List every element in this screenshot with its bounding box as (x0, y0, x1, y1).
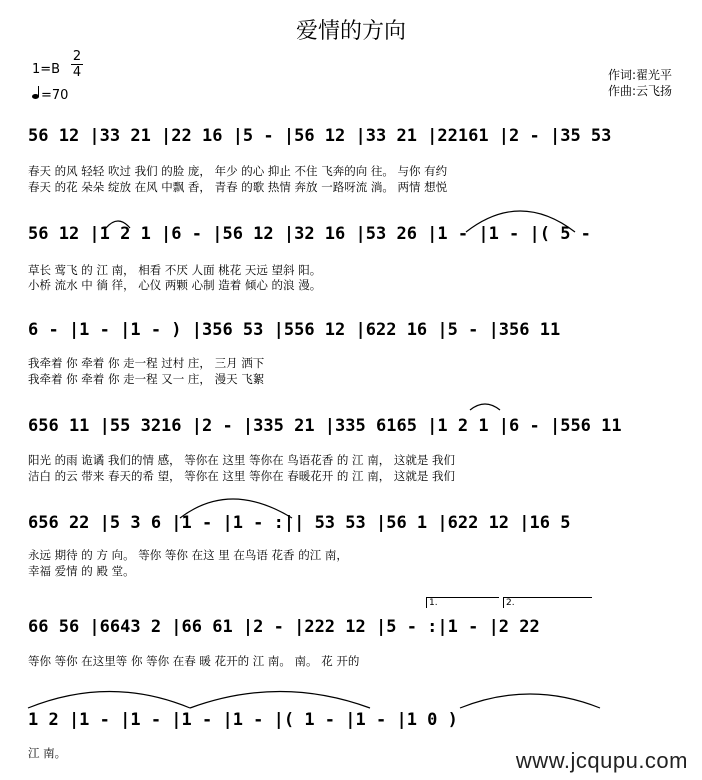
lyric-row-1-verse-1: 春天 的风 轻轻 吹过 我们 的脸 庞， 年少 的心 抑止 不住 飞奔的向 往。 与你 有约 (28, 164, 448, 178)
tie-arc (28, 692, 190, 709)
lyric-row-2-verse-1: 草长 莺飞 的 江 南， 相看 不厌 人面 桃花 天远 望斜 阳。 (28, 263, 322, 277)
lyric-row-7-verse-1: 江 南。 (28, 746, 67, 760)
lyric-row-6-verse-1: 等你 等你 在这里等 你 等你 在春 暖 花开的 江 南。 南。 花 开的 (28, 654, 360, 668)
notation-row-7: 1 2 |1 - |1 - |1 - |1 - |( 1 - |1 - |1 0 ) (28, 710, 458, 730)
tie-arc (466, 211, 575, 232)
lyricist-credit: 作词:翟光平 (608, 68, 673, 82)
notation-row-6: 66 56 |6643 2 |66 61 |2 - |222 12 |5 - :|1 - |2 22 (28, 617, 540, 637)
lyric-row-4-verse-1: 阳光 的雨 诡谲 我们的情 感， 等你在 这里 等你在 鸟语花香 的 江 南， 这就是 我们 (28, 453, 456, 467)
time-sig-top: 2 (72, 49, 82, 64)
lyric-row-1-verse-2: 春天 的花 朵朵 绽放 在风 中飘 香， 青春 的歌 热情 奔放 一路呀流 淌。 两情 想悦 (28, 180, 448, 194)
notation-row-2: 56 12 |1 2 1 |6 - |56 12 |32 16 |53 26 |1 - |1 - |( 5 - (28, 224, 591, 244)
composer-credit: 作曲:云飞扬 (608, 84, 673, 98)
lyric-row-3-verse-1: 我牵着 你 牵着 你 走一程 过村 庄， 三月 洒下 (28, 356, 265, 370)
lyric-row-4-verse-2: 洁白 的云 带来 春天的希 望， 等你在 这里 等你在 春暖花开 的 江 南， 这就是 我们 (28, 469, 456, 483)
volta-second-ending: 2. (503, 597, 592, 608)
tie-arc (180, 499, 292, 518)
tie-arc (190, 692, 370, 709)
tempo-value: =70 (41, 88, 69, 103)
lyric-row-3-verse-2: 我牵着 你 牵着 你 走一程 又一 庄， 漫天 飞絮 (28, 372, 265, 386)
slur-arc (106, 221, 130, 228)
volta-first-ending: 1. (426, 597, 499, 608)
notation-row-4: 656 11 |55 3216 |2 - |335 21 |335 6165 |1 2 1 |6 - |556 11 (28, 416, 622, 436)
lyric-row-5-verse-2: 幸福 爱情 的 殿 堂。 (28, 564, 135, 578)
key-signature: 1=B (32, 62, 61, 77)
time-sig-bottom: 4 (72, 65, 82, 80)
lyric-row-2-verse-2: 小桥 流水 中 徜 徉， 心仪 两颗 心制 造着 倾心 的浪 漫。 (28, 278, 322, 292)
notation-row-5: 656 22 |5 3 6 |1 - |1 - :|| 53 53 |56 1 |622 12 |16 5 (28, 513, 571, 533)
song-title: 爱情的方向 (295, 19, 406, 44)
notation-row-1: 56 12 |33 21 |22 16 |5 - |56 12 |33 21 |22161 |2 - |35 53 (28, 126, 612, 146)
lyric-row-5-verse-1: 永远 期待 的 方 向。 等你 等你 在这 里 在鸟语 花香 的江 南， (28, 548, 348, 562)
site-watermark: www.jcqupu.com (515, 748, 688, 773)
slur-arc (470, 404, 500, 410)
notation-row-3: 6 - |1 - |1 - ) |356 53 |556 12 |622 16 |5 - |356 11 (28, 320, 561, 340)
tie-arc (460, 694, 600, 708)
